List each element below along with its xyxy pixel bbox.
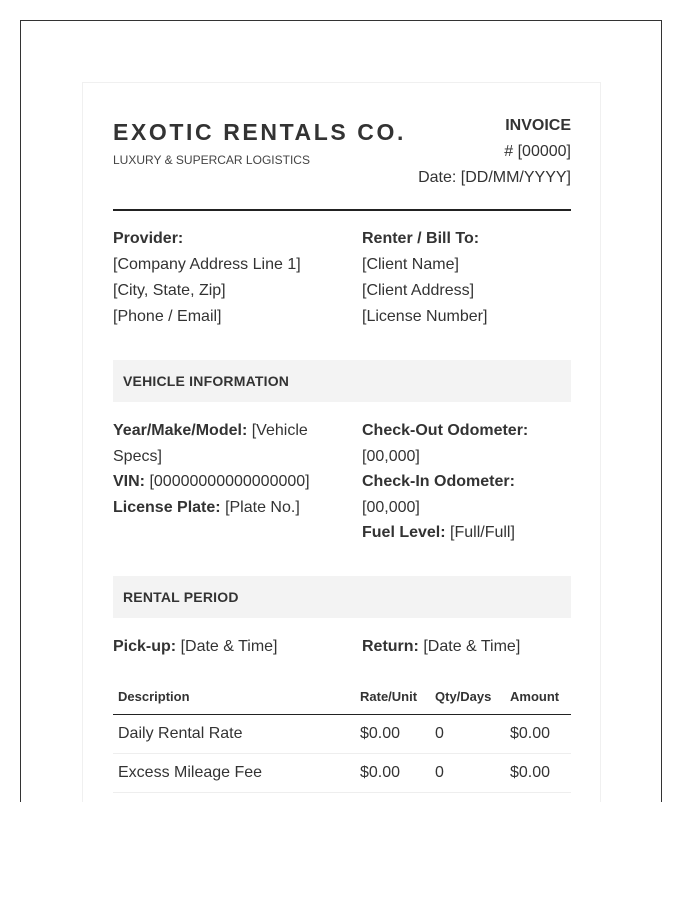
pickup-field	[113, 634, 278, 660]
row-description: Excess Mileage Fee	[118, 764, 263, 781]
invoice-content	[113, 83, 571, 781]
vin-label: VIN:	[113, 473, 145, 490]
renter-name: [Client Name]	[362, 256, 459, 273]
rental-period-section-header: RENTAL PERIOD	[113, 576, 571, 618]
renter-block	[362, 229, 571, 333]
row-rate: $0.00	[360, 725, 401, 742]
provider-city: [City, State, Zip]	[113, 282, 226, 299]
return-value: [Date & Time]	[423, 638, 521, 655]
renter-title: Renter / Bill To:	[362, 230, 480, 247]
vehicle-left-column	[113, 418, 333, 520]
provider-title: Provider:	[113, 230, 184, 247]
row-rate: $0.00	[360, 764, 401, 781]
table-row	[113, 715, 571, 754]
vin-field	[113, 469, 333, 495]
row-description: Daily Rental Rate	[118, 725, 243, 742]
vehicle-section-header: VEHICLE INFORMATION	[113, 360, 571, 402]
checkout-odometer-label: Check-Out Odometer:	[362, 422, 529, 439]
license-plate-value: [Plate No.]	[225, 498, 300, 516]
checkout-odometer-value: [00,000]	[362, 447, 420, 465]
company-tagline: LUXURY & SUPERCAR LOGISTICS	[113, 153, 310, 167]
parties-section	[113, 229, 571, 339]
row-qty: 0	[435, 725, 444, 742]
checkin-odometer-label: Check-In Odometer:	[362, 473, 515, 490]
fuel-level-value: [Full/Full]	[450, 524, 515, 541]
provider-address: [Company Address Line 1]	[113, 256, 301, 273]
row-qty: 0	[435, 764, 444, 781]
renter-address: [Client Address]	[362, 282, 475, 299]
checkout-odometer-field	[362, 418, 571, 469]
invoice-meta	[418, 115, 571, 193]
year-make-model-field	[113, 418, 333, 469]
rental-period	[113, 634, 571, 660]
header-qty-days: Qty/Days	[435, 689, 492, 704]
header-amount: Amount	[510, 689, 560, 704]
checkin-odometer-value: [00,000]	[362, 498, 420, 516]
checkin-odometer-field	[362, 469, 571, 520]
provider-contact: [Phone / Email]	[113, 308, 222, 325]
table-header	[113, 683, 571, 715]
header-rate-unit: Rate/Unit	[360, 689, 418, 704]
table-row	[113, 754, 571, 793]
vehicle-right-column	[362, 418, 571, 546]
return-field	[362, 634, 520, 660]
row-amount: $0.00	[510, 764, 551, 781]
fuel-level-field	[362, 520, 571, 546]
invoice-page	[82, 82, 601, 802]
line-items-table	[113, 683, 571, 793]
year-make-model-value: [Vehicle Specs]	[113, 422, 308, 465]
invoice-date: Date: [DD/MM/YYYY]	[418, 169, 571, 186]
license-plate-label: License Plate:	[113, 498, 221, 516]
fuel-level-label: Fuel Level:	[362, 524, 446, 541]
provider-block	[113, 229, 353, 333]
vehicle-info	[113, 418, 571, 548]
pickup-label: Pick-up:	[113, 638, 177, 655]
pickup-value: [Date & Time]	[180, 638, 278, 655]
return-label: Return:	[362, 638, 419, 655]
vin-value: [00000000000000000]	[149, 473, 310, 490]
invoice-number: # [00000]	[504, 143, 571, 160]
company-name: EXOTIC RENTALS CO.	[113, 119, 406, 145]
row-amount: $0.00	[510, 725, 551, 742]
year-make-model-label: Year/Make/Model:	[113, 422, 248, 439]
header-description: Description	[118, 689, 190, 704]
license-plate-field	[113, 495, 333, 521]
invoice-title: INVOICE	[505, 117, 571, 134]
invoice-header	[113, 83, 571, 211]
renter-license: [License Number]	[362, 308, 488, 325]
document-viewport[interactable]	[20, 20, 662, 802]
